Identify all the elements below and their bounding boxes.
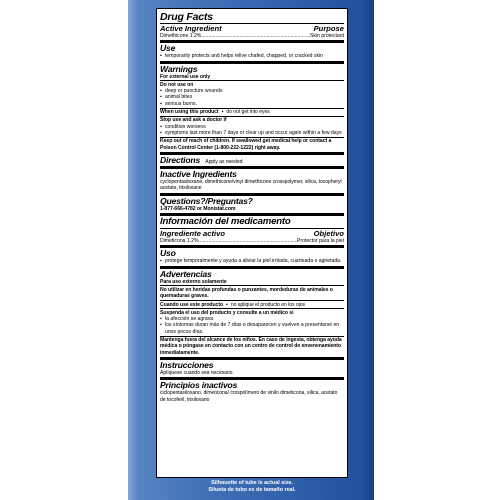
drug-facts-panel [156, 8, 348, 478]
list-item [160, 322, 344, 335]
ingrediente-name: Dimeticona 1.2% [160, 238, 199, 245]
bullet-icon: ▪ [160, 322, 162, 329]
list-item-text: symptoms last more than 7 days or clear up and occur again within a few days [165, 129, 342, 136]
silhouette-note-es: Silueta de tubo es de tamaño real. [208, 486, 296, 493]
ingredient-name: Dimethicone 1.2% [160, 33, 202, 39]
leader-dots [201, 33, 310, 39]
stop-use-label: Stop use and ask a doctor if [160, 117, 227, 124]
list-item-text: deep or puncture wounds [165, 88, 223, 95]
bullet-icon: ▪ [160, 94, 162, 101]
bullet-icon: ▪ [221, 109, 224, 116]
inactive-ingredients-text: cyclopentasiloxane, dimethicone/vinyl dimethicone crosspolymer, silica, tocopheryl acetate, trisiloxane [160, 179, 342, 192]
ingrediente-row [160, 238, 344, 244]
list-item-text: los síntomas duran más de 7 días o desaparecen y vuelven a presentarse en unos pocos días. [165, 322, 340, 335]
leader-dots [199, 238, 297, 244]
principios-inactivos-heading: Principios inactivos [160, 377, 344, 390]
bullet-icon: ▪ [160, 258, 162, 265]
ingrediente-activo-heading: Ingrediente activo [160, 229, 225, 239]
principios-inactivos-text: ciclopentasiloxano, dimeticona/ crospolímero de vinilo dimeticona, sílica, acetato de tocoferil, trisiloxano [160, 390, 338, 403]
suspenda-label: Suspenda el uso del producto y consulte a un médico si [160, 309, 294, 316]
instrucciones-text: Aplíquese cuando sea necesario. [160, 369, 234, 376]
use-text: temporarily protects and helps relive chafed, chapped, or cracked skin [165, 53, 323, 60]
uso-externo: Para uso externo solamente [160, 278, 227, 285]
questions-heading: Questions?/Preguntas? [160, 193, 344, 206]
no-utilizar: No utilizar en heridas profundas o punzantes, mordeduras de animales o quemaduras graves. [160, 286, 333, 300]
do-not-use-label: Do not use on [160, 81, 194, 88]
objetivo-heading: Objetivo [313, 229, 344, 239]
directions-row [160, 152, 344, 165]
directions-text: Apply as needed [205, 158, 243, 165]
purpose-heading: Purpose [313, 24, 344, 33]
bullet-icon: ▪ [160, 88, 162, 95]
when-using-row [160, 109, 344, 115]
list-item [160, 101, 344, 107]
list-item-text: serious burns. [165, 100, 197, 107]
informacion-title: Información del medicamento [160, 213, 344, 228]
list-item-text: condition worsens [165, 123, 206, 130]
tube-shadow [362, 0, 374, 500]
silhouette-note-en: Silhouette of tube is actual size. [211, 480, 293, 486]
ingredient-row [160, 33, 344, 39]
when-using-label: When using this product [160, 109, 219, 116]
bullet-icon: ▪ [160, 53, 162, 60]
list-item [160, 130, 344, 136]
list-item-text: la afección se agrava [165, 316, 214, 323]
instrucciones-heading: Instrucciones [160, 357, 344, 370]
ingredient-purpose: Skin protectant [310, 33, 344, 39]
drug-facts-title: Drug Facts [160, 11, 213, 23]
cuando-use-text: no aplique el producto en los ojos [230, 301, 306, 308]
questions-text: 1-877-666-4782 or Monistat.com [160, 205, 236, 212]
directions-heading: Directions [160, 154, 201, 165]
cuando-use-row [160, 302, 344, 308]
uso-heading: Uso [160, 245, 344, 258]
advertencias-heading: Advertencias [160, 266, 344, 279]
mantenga-fuera: Mantenga fuera del alcance de los niños. En caso de ingesta, obtenga ayuda médica o póngase en contacto con un centro de control de envenenamiento inmediatamente. [160, 337, 342, 356]
bullet-icon: ▪ [226, 301, 228, 308]
active-ingredient-header-row [160, 23, 344, 33]
ingrediente-purpose: Protector para la piel [296, 238, 344, 245]
list-item-text: animal bites [165, 94, 193, 101]
inactive-ingredients-heading: Inactive Ingredients [160, 166, 344, 179]
bullet-icon: ▪ [160, 100, 162, 107]
when-using-text: do not get into eyes [226, 109, 270, 116]
ingrediente-header-row [160, 228, 344, 238]
silhouette-note [156, 480, 348, 493]
external-use: For external use only [160, 73, 211, 80]
active-ingredient-heading: Active Ingredient [160, 24, 222, 33]
bullet-icon: ▪ [160, 316, 162, 323]
uso-item [160, 258, 344, 264]
uso-text: protege temporalmente y ayuda a aliviar la piel irritada, cuarteada o agrietada. [165, 258, 342, 265]
use-item [160, 53, 344, 59]
use-heading: Use [160, 40, 344, 53]
warnings-heading: Warnings [160, 61, 344, 74]
bullet-icon: ▪ [160, 123, 162, 130]
bullet-icon: ▪ [160, 129, 162, 136]
keep-out-of-reach: Keep out of reach of children. If swallowed get medical help or contact a Poison Control Center (1-800-222-1222) right away. [160, 138, 332, 151]
cuando-use-label: Cuando use este producto [160, 301, 224, 308]
tube-highlight [128, 0, 138, 500]
